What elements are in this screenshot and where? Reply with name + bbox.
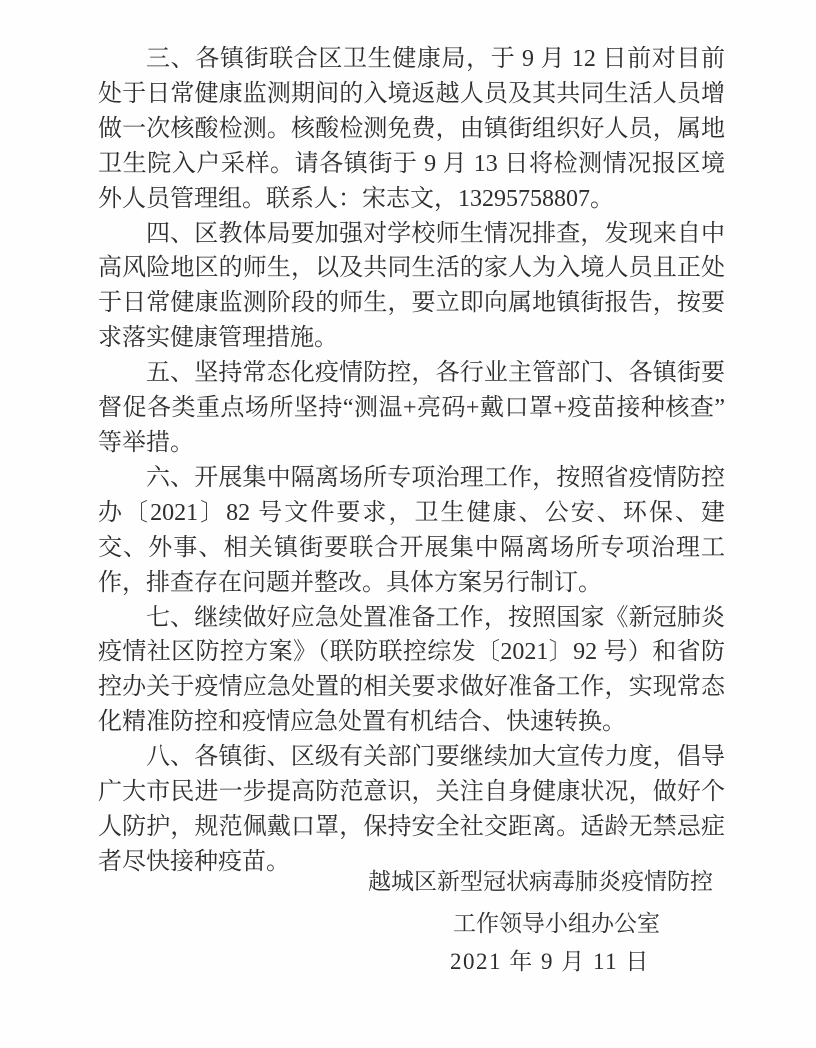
- signature-org-line-2: 工作领导小组办公室: [453, 911, 660, 936]
- paragraph-item-4: 四、区教体局要加强对学校师生情况排查，发现来自中高风险地区的师生，以及共同生活的家人为入境人员且正处于日常健康监测阶段的师生，要立即向属地镇街报告，按要求落实健康管理措施。: [98, 220, 725, 352]
- paragraph-item-6: 六、开展集中隔离场所专项治理工作，按照省疫情防控办〔2021〕82 号文件要求，卫生健康、公安、环保、建交、外事、相关镇街要联合开展集中隔离场所专项治理工作，排查存在问题并整改。具体方案另行制订。: [98, 464, 725, 596]
- signature-date: 2021 年 9 月 11 日: [450, 949, 650, 974]
- paragraph-item-8: 八、各镇街、区级有关部门要继续加大宣传力度，倡导广大市民进一步提高防范意识，关注自身健康状况，做好个人防护，规范佩戴口罩，保持安全社交距离。适龄无禁忌症者尽快接种疫苗。: [98, 744, 725, 875]
- paragraph-item-7: 七、继续做好应急处置准备工作，按照国家《新冠肺炎疫情社区防控方案》（联防联控综发〔2021〕92 号）和省防控办关于疫情应急处置的相关要求做好准备工作，实现常态化精准防控和疫情应急处置有机结合、快速转换。: [98, 604, 725, 736]
- paragraph-item-5: 五、坚持常态化疫情防控，各行业主管部门、各镇街要督促各类重点场所坚持“测温+亮码+戴口罩+疫苗接种核查”等举措。: [98, 360, 725, 456]
- document-body: [98, 42, 725, 880]
- paragraph-item-3: 三、各镇街联合区卫生健康局，于 9 月 12 日前对目前处于日常健康监测期间的入境返越人员及其共同生活人员增做一次核酸检测。核酸检测免费，由镇街组织好人员，属地卫生院入户采样。请各镇街于 9 月 13 日将检测情况报区境外人员管理组。联系人：宋志文，13295758807。: [98, 46, 725, 212]
- signature-org-line-1: 越城区新型冠状病毒肺炎疫情防控: [368, 869, 713, 894]
